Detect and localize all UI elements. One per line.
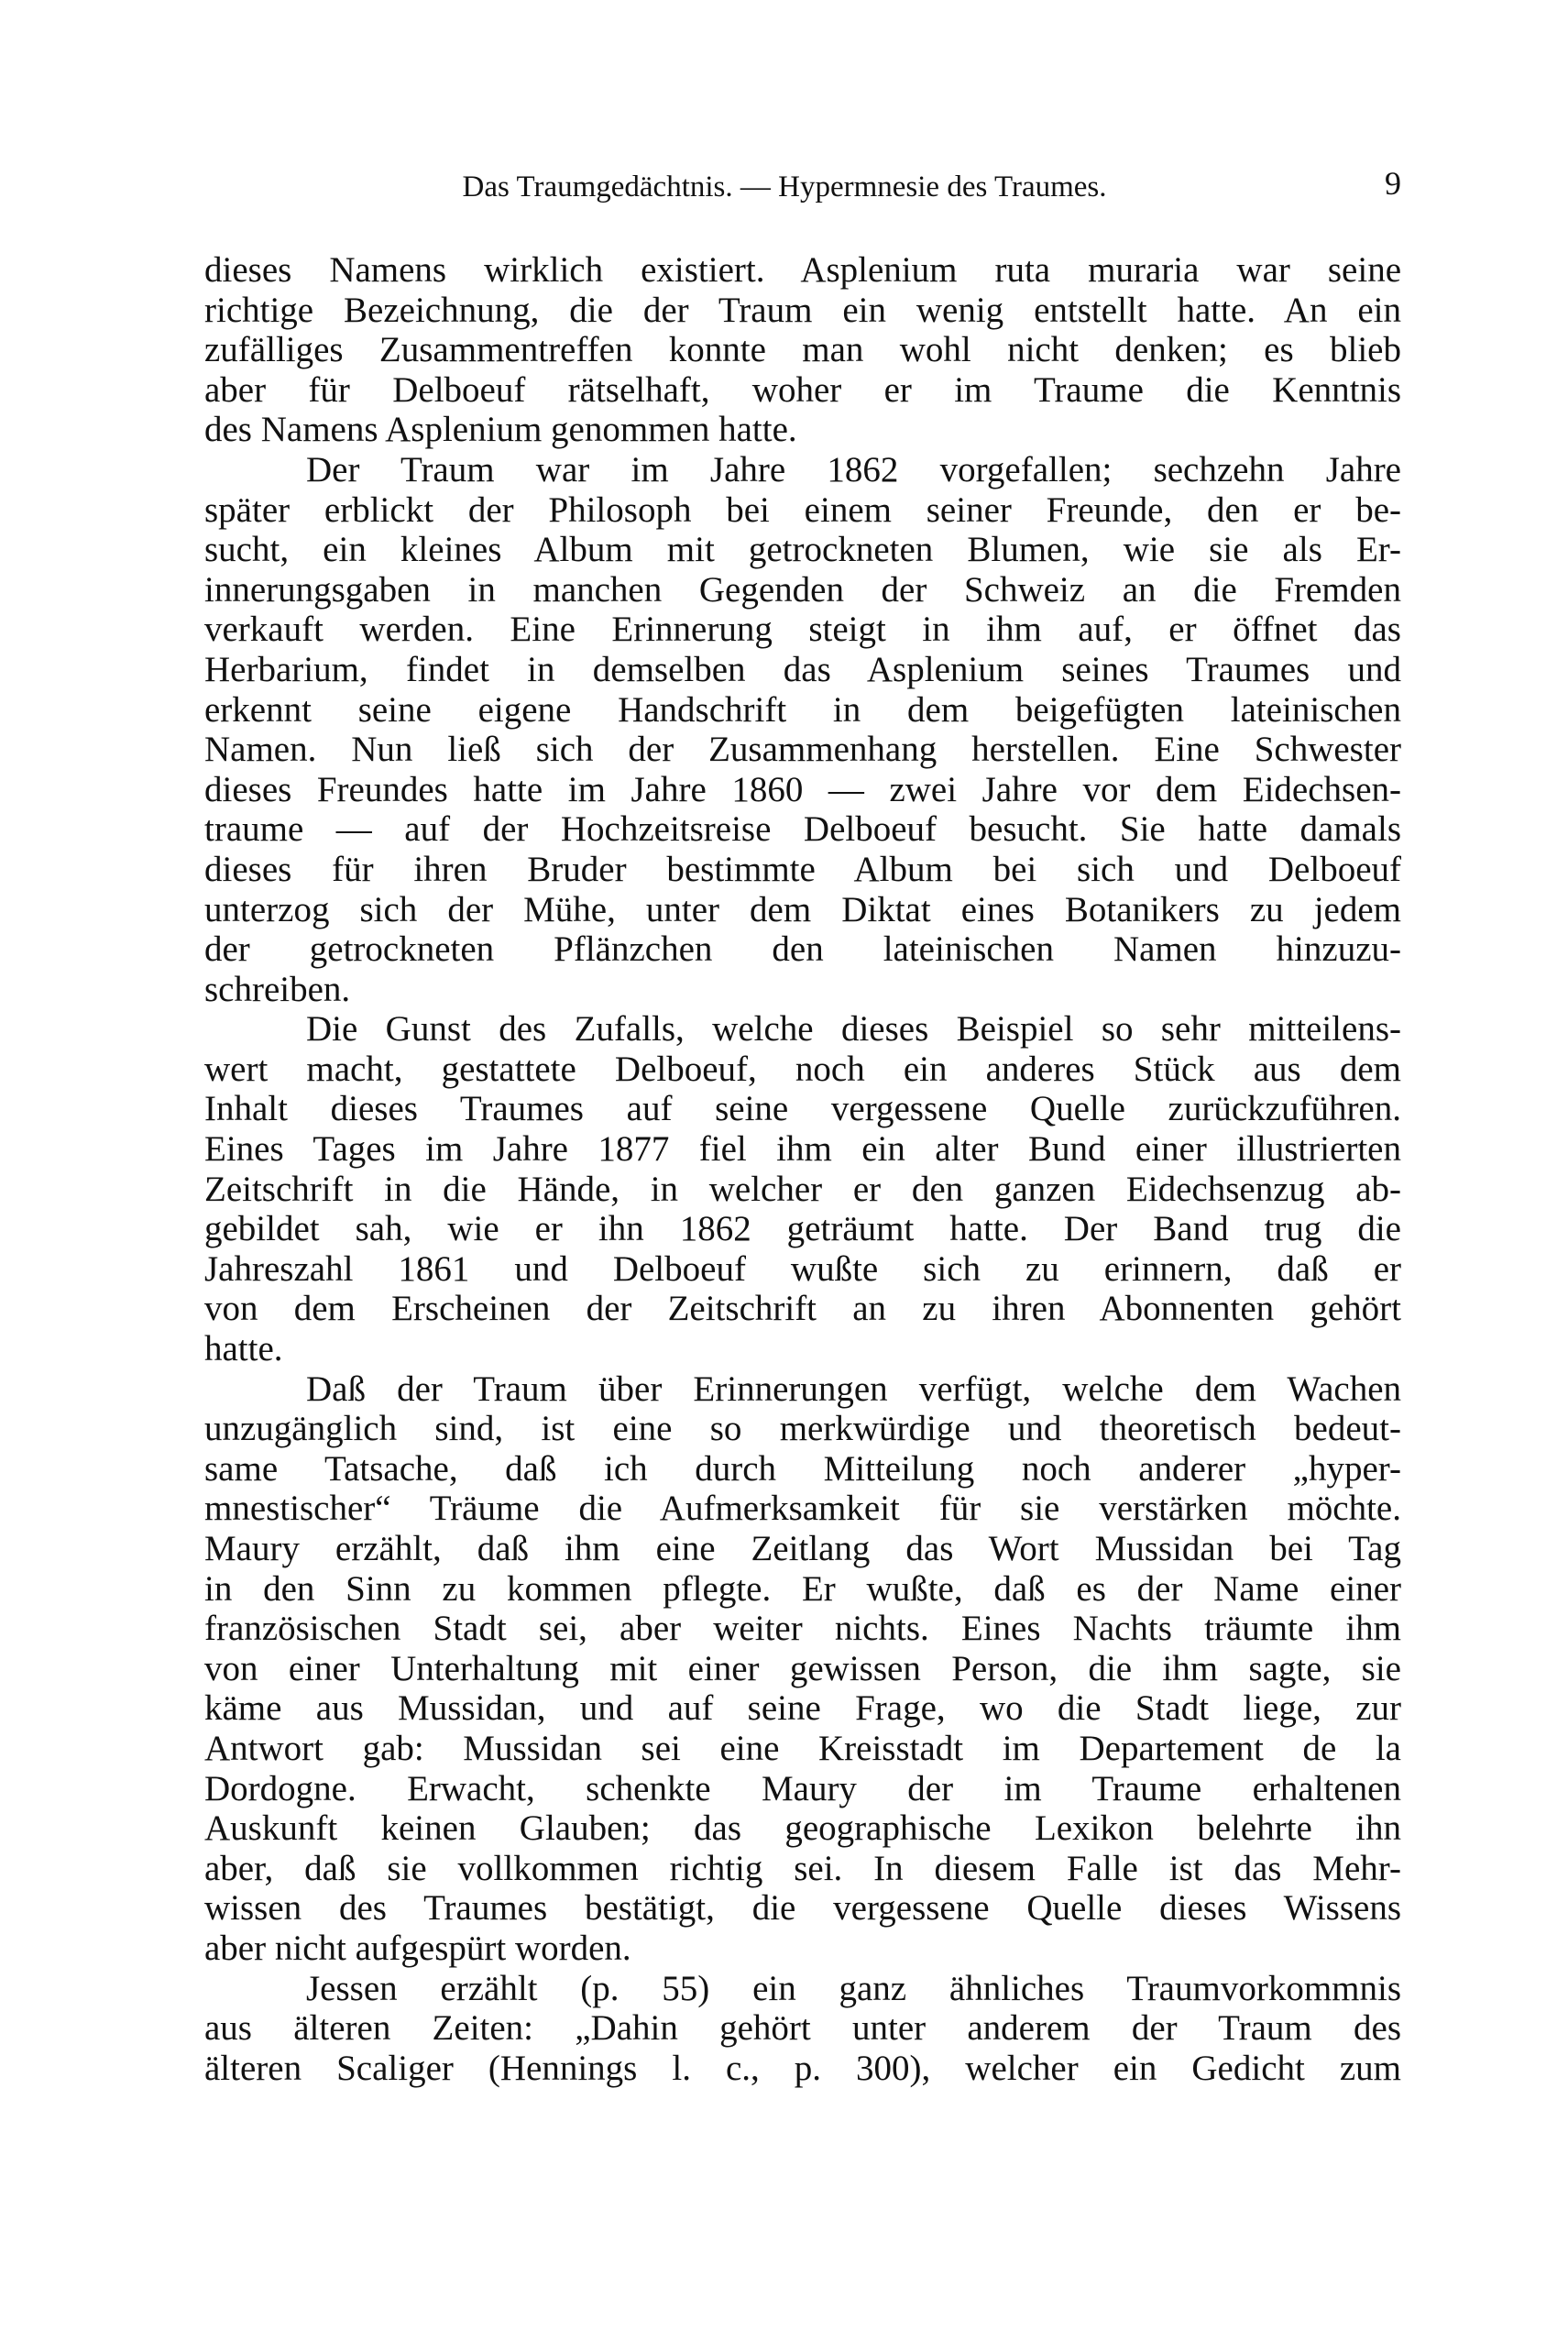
page-number: 9	[1385, 165, 1401, 202]
text-line: wissen des Traumes bestätigt, die vergessene Quelle dieses Wissens	[204, 1888, 1401, 1929]
text-line: same Tatsache, daß ich durch Mitteilung noch anderer „hyper-	[204, 1448, 1401, 1489]
text-line: älteren Scaliger (Hennings l. c., p. 300), welcher ein Gedicht zum	[204, 2048, 1401, 2088]
text-line: dieses Namens wirklich existiert. Asplenium ruta muraria war seine	[204, 250, 1401, 290]
text-line: aber für Delboeuf rätselhaft, woher er im Traume die Kenntnis	[204, 369, 1401, 410]
text-line: innerungsgaben in manchen Gegenden der Schweiz an die Fremden	[204, 569, 1401, 610]
text-line: dieses für ihren Bruder bestimmte Album bei sich und Delboeuf	[204, 849, 1401, 889]
text-line: Eines Tages im Jahre 1877 fiel ihm ein alter Bund einer illustrierten	[204, 1129, 1401, 1170]
text-line: Zeitschrift in die Hände, in welcher er den ganzen Eidechsenzug ab-	[204, 1169, 1401, 1209]
text-line: französischen Stadt sei, aber weiter nichts. Eines Nachts träumte ihm	[204, 1609, 1401, 1649]
text-line: wert macht, gestattete Delboeuf, noch ein anderes Stück aus dem	[204, 1049, 1401, 1089]
text-line: erkennt seine eigene Handschrift in dem beigefügten lateinischen	[204, 689, 1401, 730]
text-line: gebildet sah, wie er ihn 1862 geträumt hatte. Der Band trug die	[204, 1209, 1401, 1249]
text-line: zufälliges Zusammentreffen konnte man wohl nicht denken; es blieb	[204, 330, 1401, 370]
text-line: hatte.	[204, 1329, 283, 1369]
body-text	[204, 250, 1401, 2088]
text-line: unterzog sich der Mühe, unter dem Diktat eines Botanikers zu jedem	[204, 889, 1401, 929]
text-line: Herbarium, findet in demselben das Asplenium seines Traumes und	[204, 649, 1401, 689]
text-line: unzugänglich sind, ist eine so merkwürdige und theoretisch bedeut-	[204, 1409, 1401, 1449]
text-line: mnestischer“ Träume die Aufmerksamkeit für sie verstärken möchte.	[204, 1489, 1401, 1529]
text-line: Inhalt dieses Traumes auf seine vergessene Quelle zurückzuführen.	[204, 1089, 1401, 1129]
text-line: Daß der Traum über Erinnerungen verfügt, welche dem Wachen	[306, 1368, 1401, 1409]
running-title: Das Traumgedächtnis. — Hypermnesie des Traumes.	[462, 170, 1107, 203]
text-line: Jessen erzählt (p. 55) ein ganz ähnliches Traumvorkommnis	[306, 1968, 1401, 2008]
text-line: traume — auf der Hochzeitsreise Delboeuf besucht. Sie hatte damals	[204, 809, 1401, 850]
text-line: später erblickt der Philosoph bei einem seiner Freunde, den er be-	[204, 489, 1401, 530]
text-line: Maury erzählt, daß ihm eine Zeitlang das Wort Mussidan bei Tag	[204, 1529, 1401, 1568]
text-line: von dem Erscheinen der Zeitschrift an zu ihren Abonnenten gehört	[204, 1289, 1401, 1329]
text-line: Auskunft keinen Glauben; das geographische Lexikon belehrte ihn	[204, 1808, 1401, 1849]
text-line: der getrockneten Pflänzchen den lateinischen Namen hinzuzu-	[204, 929, 1401, 970]
text-line: verkauft werden. Eine Erinnerung steigt in ihm auf, er öffnet das	[204, 610, 1401, 650]
text-line: Die Gunst des Zufalls, welche dieses Beispiel so sehr mitteilens-	[306, 1009, 1401, 1050]
text-line: aus älteren Zeiten: „Dahin gehört unter anderem der Traum des	[204, 2008, 1401, 2049]
text-line: Dordogne. Erwacht, schenkte Maury der im Traume erhaltenen	[204, 1768, 1401, 1808]
text-line: käme aus Mussidan, und auf seine Frage, wo die Stadt liege, zur	[204, 1688, 1401, 1729]
text-line: von einer Unterhaltung mit einer gewissen Person, die ihm sagte, sie	[204, 1648, 1401, 1688]
page-header	[204, 165, 1401, 209]
text-line: sucht, ein kleines Album mit getrockneten Blumen, wie sie als Er-	[204, 530, 1401, 570]
text-line: Der Traum war im Jahre 1862 vorgefallen; sechzehn Jahre	[306, 449, 1401, 489]
text-line: des Namens Asplenium genommen hatte.	[204, 410, 797, 450]
text-line: aber, daß sie vollkommen richtig sei. In diesem Falle ist das Mehr-	[204, 1848, 1401, 1888]
text-line: Antwort gab: Mussidan sei eine Kreisstadt im Departement de la	[204, 1728, 1401, 1768]
text-line: in den Sinn zu kommen pflegte. Er wußte, daß es der Name einer	[204, 1568, 1401, 1609]
text-line: richtige Bezeichnung, die der Traum ein wenig entstellt hatte. An ein	[204, 290, 1401, 330]
text-line: aber nicht aufgespürt worden.	[204, 1928, 631, 1968]
text-line: Jahreszahl 1861 und Delboeuf wußte sich zu erinnern, daß er	[204, 1248, 1401, 1289]
text-line: schreiben.	[204, 969, 351, 1009]
text-line: dieses Freundes hatte im Jahre 1860 — zwei Jahre vor dem Eidechsen-	[204, 769, 1401, 809]
text-line: Namen. Nun ließ sich der Zusammenhang herstellen. Eine Schwester	[204, 730, 1401, 770]
